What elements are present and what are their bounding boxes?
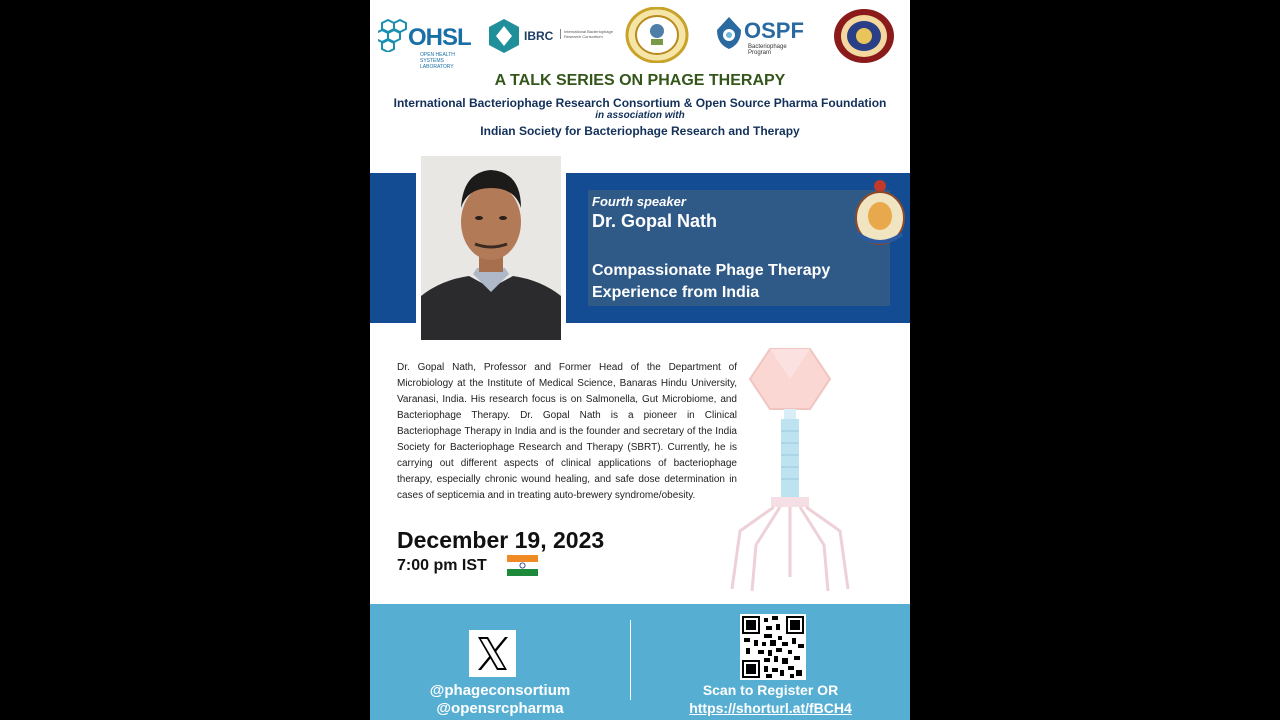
society-emblem-icon bbox=[852, 178, 908, 248]
ospf-subtitle: Bacteriophage Program bbox=[748, 44, 787, 56]
organizers-line: International Bacteriophage Research Consortium & Open Source Pharma Foundation bbox=[393, 96, 887, 110]
ibrc-logo bbox=[488, 18, 613, 58]
ospf-drop-icon bbox=[716, 16, 742, 50]
india-flag-icon bbox=[507, 555, 538, 576]
event-date: December 19, 2023 bbox=[397, 527, 605, 553]
x-logo-icon[interactable] bbox=[469, 630, 516, 677]
speaker-photo bbox=[421, 156, 561, 340]
qr-code[interactable] bbox=[740, 614, 806, 680]
bacteriophage-illustration bbox=[726, 345, 876, 595]
poster bbox=[370, 0, 910, 720]
logo-row bbox=[370, 0, 910, 72]
ibrc-subtitle: International Bacteriophage Research Consortium bbox=[560, 29, 614, 39]
scan-to-register-text: Scan to Register OR bbox=[702, 682, 839, 698]
speaker-bio: Dr. Gopal Nath, Professor and Former Head of the Department of Microbiology at the Institute of Medical Science, Banaras Hindu University, Varanasi, India. His research focus is on Salmonella, Gut Microbiome, and Bacteriophage Therapy. Dr. Gopal Nath is a pioneer in Clinical Bacteriophage Therapy in India and is the founder and secretary of the India Society for Bacteriophage Research and Therapy (SBRT). Currently, he is carrying out different aspects of clinical applications of bacteriophage therapy, especially chronic wound healing, and safe dose determination in cases of septicemia and in treating auto-brewery syndrome/obesity. bbox=[397, 362, 737, 501]
ospf-name: OSPF bbox=[744, 18, 804, 43]
speaker-photo-frame bbox=[416, 152, 566, 344]
university-seal-icon bbox=[832, 8, 896, 64]
footer bbox=[370, 604, 910, 720]
ospf-logo bbox=[716, 16, 806, 60]
ohsl-subtitle: OPEN HEALTH SYSTEMS LABORATORY bbox=[420, 52, 455, 70]
seal-icon bbox=[625, 7, 689, 63]
ibrc-name: IBRC bbox=[524, 29, 554, 43]
social-handle-opensrcpharma[interactable]: @opensrcpharma bbox=[436, 700, 564, 717]
register-link[interactable]: https://shorturl.at/fBCH4 bbox=[689, 700, 852, 716]
ohsl-name: OHSL bbox=[408, 24, 471, 51]
social-handle-phageconsortium[interactable]: @phageconsortium bbox=[429, 682, 571, 699]
speaker-info-box bbox=[588, 190, 890, 306]
ohsl-logo bbox=[378, 16, 471, 70]
series-title: A TALK SERIES ON PHAGE THERAPY bbox=[494, 72, 786, 89]
society-line: Indian Society for Bacteriophage Research and Therapy bbox=[480, 124, 800, 138]
hexagon-cluster-icon bbox=[378, 18, 410, 52]
talk-title-line2: Experience from India bbox=[592, 284, 760, 301]
association-line: in association with bbox=[595, 110, 685, 121]
talk-title-line1: Compassionate Phage Therapy bbox=[592, 262, 831, 279]
speaker-name: Dr. Gopal Nath bbox=[592, 211, 718, 231]
ibrc-hexagon-icon bbox=[488, 18, 520, 54]
speaker-label: Fourth speaker bbox=[592, 194, 686, 209]
event-time: 7:00 pm IST bbox=[397, 557, 487, 574]
